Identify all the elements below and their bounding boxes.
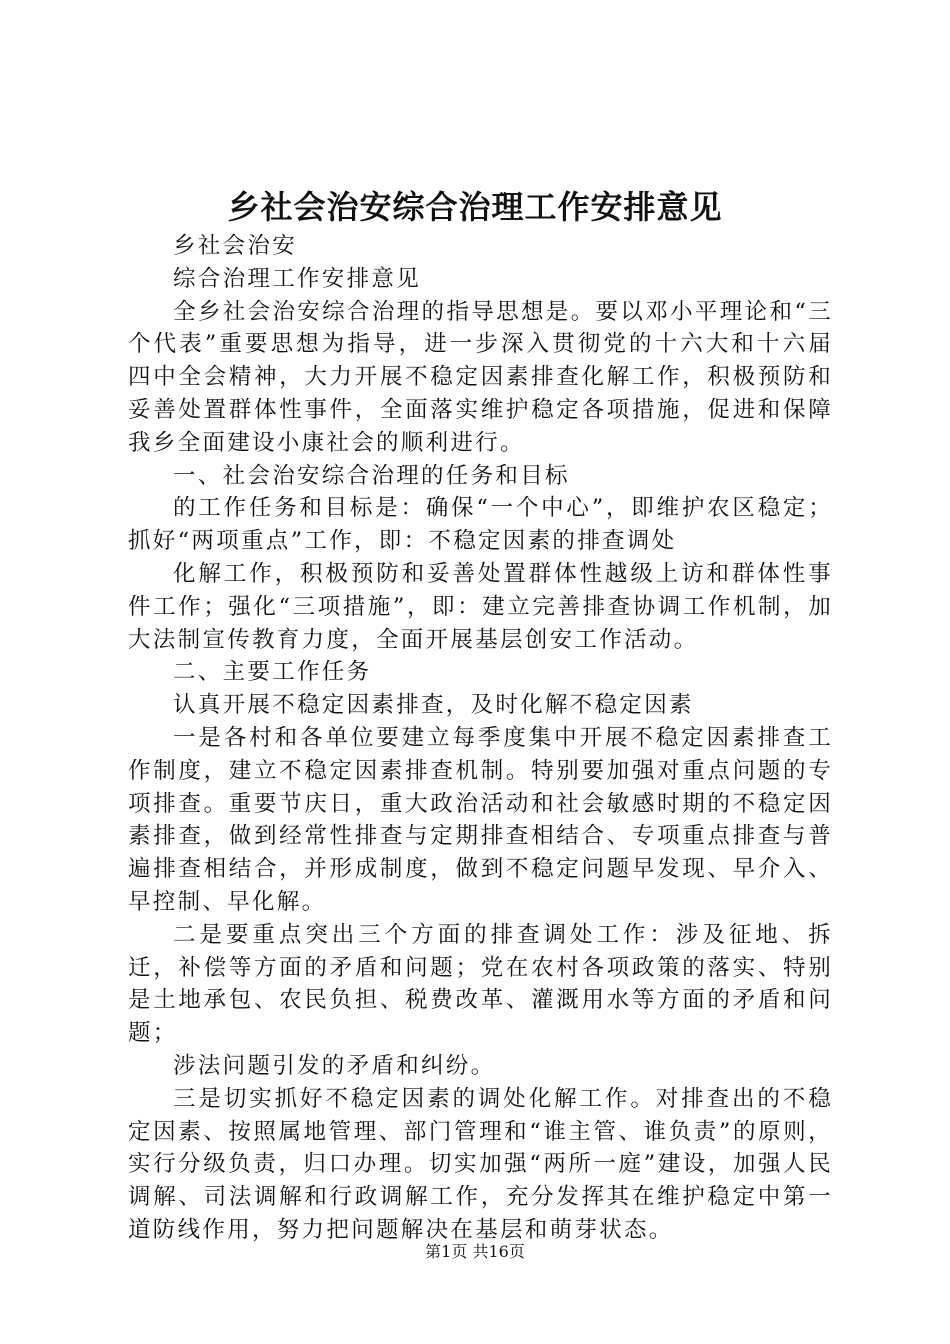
paragraph: 的工作任务和目标是：确保“一个中心”，即维护农区稳定；抓好“两项重点”工作，即：不稳定因素的排查调处 <box>128 495 833 555</box>
paragraph: 认真开展不稳定因素排查，及时化解不稳定因素 <box>173 692 694 719</box>
paragraph: 全乡社会治安综合治理的指导思想是。要以邓小平理论和“三个代表”重要思想为指导，进一步深入贯彻党的十六大和十六届四中全会精神，大力开展不稳定因素排查化解工作，积极预防和妥善处置群体性事件，全面落实维护稳定各项措施，促进和保障我乡全面建设小康社会的顺利进行。 <box>128 298 833 456</box>
paragraph: 三是切实抓好不稳定因素的调处化解工作。对排查出的不稳定因素、按照属地管理、部门管理和“谁主管、谁负责”的原则，实行分级负责，归口办理。切实加强“两所一庭”建设，加强人民调解、司法调解和行政调解工作，充分发挥其在维护稳定中第一道防线作用，努力把问题解决在基层和萌芽状态。 <box>128 1085 833 1243</box>
section-heading: 一、社会治安综合治理的任务和目标 <box>173 462 570 489</box>
document-title: 乡社会治安综合治理工作安排意见 <box>227 188 723 226</box>
paragraph: 一是各村和各单位要建立每季度集中开展不稳定因素排查工作制度，建立不稳定因素排查机制。特别要加强对重点问题的专项排查。重要节庆日，重大政治活动和社会敏感时期的不稳定因素排查，做到经常性排查与定期排查相结合、专项重点排查与普遍排查相结合，并形成制度，做到不稳定问题早发现、早介入、早控制、早化解。 <box>128 724 833 915</box>
page-footer <box>0 1240 950 1264</box>
paragraph: 乡社会治安 <box>173 233 298 259</box>
paragraph: 化解工作，积极预防和妥善处置群体性越级上访和群体性事件工作；强化“三项措施”，即：建立完善排查协调工作机制，加大法制宣传教育力度，全面开展基层创安工作活动。 <box>128 560 833 653</box>
page-total: 共16页 <box>472 1242 525 1261</box>
section-heading: 二、主要工作任务 <box>173 659 372 686</box>
paragraph: 涉法问题引发的矛盾和纠纷。 <box>173 1052 496 1079</box>
paragraph: 综合治理工作安排意见 <box>173 265 422 292</box>
page-number: 第1页 <box>425 1242 468 1261</box>
document-body <box>128 230 833 1247</box>
paragraph: 二是要重点突出三个方面的排查调处工作：涉及征地、拆迁，补偿等方面的矛盾和问题；党在农村各项政策的落实、特别是土地承包、农民负担、税费改革、灌溉用水等方面的矛盾和问题； <box>128 921 833 1047</box>
